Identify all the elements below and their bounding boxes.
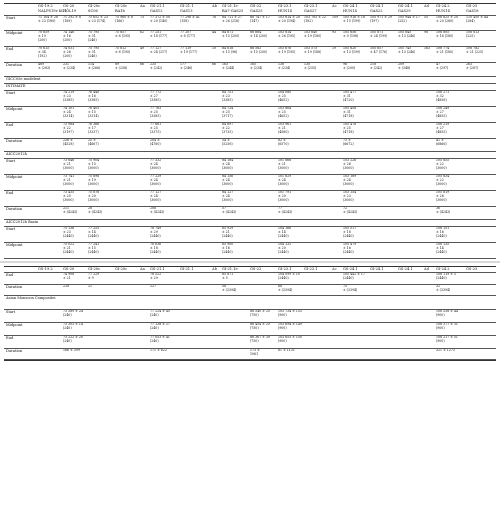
table-cell: 105 478 ± 25 (4718): [343, 123, 357, 134]
column-header: GI-24.1: [370, 267, 384, 271]
table-cell: 77 763 ± 25 (3385): [150, 107, 162, 118]
table-cell: 77 ± (4243): [278, 207, 293, 214]
table-cell: 88 540 ± 25 (750): [250, 310, 270, 317]
row-label: End: [6, 336, 14, 340]
table-cell: 73 984 ± 22 (3197): [63, 123, 75, 134]
table-cell: 66: [140, 63, 145, 66]
table-cell: 74 219 ± 23 (3385): [63, 91, 75, 102]
table-cell: 110 450 ± 44 (284): [466, 16, 488, 23]
column-header: Δd: [424, 267, 429, 271]
table-cell: 88 367 ± 39 (750): [250, 336, 270, 343]
table-cell: 77 224 ± 45 (240): [150, 310, 170, 317]
table-cell: 108 805 ± 16 (180): [436, 31, 454, 38]
table-row: [4, 31, 496, 46]
table-cell: 49: [140, 47, 145, 50]
row-label: End: [6, 47, 14, 51]
table-cell: 105 477 ± 31 (4720): [343, 91, 357, 102]
table-cell: 62: [140, 31, 145, 34]
row-label: End: [6, 191, 14, 195]
column-header: Δc: [332, 267, 337, 271]
section-label: INTIMATE: [6, 84, 26, 88]
table-cell: 108 119 ± 5 (2440): [436, 273, 456, 280]
column-header: HÖL19: [63, 9, 77, 13]
table-cell: 93: [332, 31, 337, 34]
column-header: GI-21.1: [180, 4, 194, 8]
table-cell: 55: [424, 16, 429, 19]
table-cell: 114 ± (266): [88, 63, 101, 70]
table-cell: 70 659 ± 19 (200): [38, 31, 50, 42]
table-row: [4, 285, 496, 295]
row-label: Start: [6, 227, 16, 231]
table-cell: 103 814 ± 20 ± 20 (194): [278, 16, 300, 23]
column-header: GI-21.1: [180, 267, 194, 271]
column-header: HUN14: [278, 9, 292, 13]
table-cell: 103 705 ± 22 (182): [304, 16, 326, 23]
table-cell: 108 813 (225): [466, 31, 480, 38]
column-header: GS-22: [250, 4, 262, 8]
table-cell: 231 ± (234): [63, 63, 76, 70]
table-cell: 75 857 ± 6 (195): [115, 31, 131, 38]
table-cell: 105 871 ± 24 (199): [370, 31, 388, 38]
table-cell: 75 960 ± 8 (166): [115, 16, 133, 23]
table-cell: 108 538 ± 44 (900): [436, 310, 458, 317]
table-cell: 77 119 ± 19 (177): [180, 47, 198, 54]
table-cell: 108 825 ± 20 ± 20 (280): [436, 16, 458, 23]
table-cell: 77 207 ± 8 (177): [180, 31, 196, 38]
column-header: GAS18: [466, 9, 479, 13]
column-header: NALPS19e KC1: [38, 9, 67, 13]
column-header: GI-24.2: [436, 267, 450, 271]
table-cell: 108 151 ± 16 (2440): [436, 227, 450, 238]
table-cell: 28 ± (4243): [88, 207, 103, 214]
table-cell: 77 253 ± 14 (2440): [88, 227, 100, 238]
section-label: Asian Monsoon Compositei: [6, 296, 56, 300]
table-cell: 76: [212, 16, 217, 19]
table-cell: 236 ± (4528): [63, 139, 74, 146]
section-label: AICC2012h Bazin: [6, 220, 39, 224]
table-row: [4, 63, 496, 76]
column-header: GS-25: [466, 4, 478, 8]
table-cell: 66: [212, 63, 217, 66]
table-cell: 105 834 ± 22 (3000): [436, 175, 450, 186]
column-header: GI-23.1: [278, 4, 292, 8]
table-cell: 76 366 ± 17 (3337): [88, 123, 100, 134]
table-cell: 177 ± (246): [180, 63, 193, 70]
table-cell: 84 127 ± 24 (3000): [222, 191, 234, 202]
table-cell: 105 820 ± 13 (199): [343, 47, 361, 54]
table-cell: 77 296 ± 41 (158): [180, 16, 200, 23]
table-cell: 103 676 ± 19 (195): [278, 47, 296, 54]
table-cell: 104 099 ± 10 (2440): [278, 273, 300, 280]
row-label: Duration: [6, 207, 23, 211]
table-cell: 321 ± 1273: [436, 349, 455, 352]
table-cell: 96 ± (200): [343, 63, 356, 70]
table-cell: 78 749 ± 29 (2440): [150, 227, 162, 238]
table-cell: 36 ± (4243): [436, 207, 451, 214]
table-rule: [4, 258, 496, 259]
column-header: GS-24.1: [398, 4, 413, 8]
table-cell: 104 166 ± 14 (2440): [278, 227, 292, 238]
table-cell: 103 814 ± 26 (195): [278, 31, 296, 38]
table-cell: 84 156 ± 24 (3000): [222, 175, 234, 186]
table-cell: 103 575 ± 19 (188): [304, 47, 322, 54]
table-cell: 103 961 ± 21 (4580): [278, 123, 292, 134]
table-cell: 85 900 ± 16 (2440): [222, 243, 234, 254]
table-cell: 74 908 ± 21: [63, 273, 75, 280]
column-header: GAS22: [370, 9, 383, 13]
table-cell: 75 876 ± 20 (3000): [88, 191, 100, 202]
table-cell: 73 435 ± 20 (3000): [63, 191, 75, 202]
table-cell: 76 403 ± 15 (3314): [88, 107, 100, 118]
table-cell: 108 249 ± 27 (4855): [436, 107, 450, 118]
table-cell: 82 ± (6570): [278, 139, 289, 146]
table-cell: 78 522 ± 29: [150, 273, 162, 280]
table-cell: 77 229 ± 24 (3000): [150, 175, 162, 186]
table-cell: 108 217 ± 51 (900): [436, 336, 458, 343]
table-cell: 204 ± (4780): [150, 139, 161, 146]
table-row: [4, 107, 496, 122]
table-cell: 84 711 ± 27 ± 26 (216): [222, 16, 242, 23]
row-label: Midpoint: [6, 107, 23, 111]
table-cell: 41 ± (6866): [436, 139, 447, 146]
table-row: [4, 159, 496, 174]
column-header: GAS29: [398, 9, 411, 13]
row-label: Duration: [6, 349, 23, 353]
table-row: [4, 336, 496, 348]
column-header: Δc: [332, 4, 337, 8]
column-header: GS-20: [63, 4, 75, 8]
table-cell: 105 479 ± 16 (2440): [343, 243, 357, 254]
table-cell: 84 184 ± 24 (3000): [222, 159, 234, 170]
column-header: GI-20c: [88, 4, 101, 8]
table-cell: 104 132 ± 20 (2440): [278, 243, 292, 254]
table-cell: 77 661 ± 25 (3375): [150, 123, 162, 134]
row-label: Start: [6, 159, 16, 163]
table-cell: 235 ± (242): [150, 63, 163, 70]
column-header: GI-20c: [115, 267, 128, 271]
table-rule: [4, 360, 496, 361]
table-cell: 75 022 ± 21 (2440): [63, 243, 75, 254]
column-header: GS-20: [63, 267, 75, 271]
column-header: HUN14: [436, 9, 450, 13]
table-cell: 75 812 ± 6 (195): [115, 47, 131, 54]
table-cell: 101 791 ± 20 (3000): [278, 191, 292, 202]
table-cell: 85 929 ± 21 (2440): [222, 227, 234, 238]
table-cell: 84 724 ± 25 (3717): [222, 107, 234, 118]
table-cell: 163 ± (244): [222, 63, 235, 70]
column-header: GS-25: [466, 267, 478, 271]
column-header: GAS27: [304, 9, 317, 13]
table-cell: 54 ± (5256): [222, 139, 233, 146]
table-cell: 75 795 ± 31 (246): [88, 31, 100, 42]
table-cell: 105 442 ± 17 (2440): [343, 273, 365, 280]
column-header: GS-24.1: [343, 4, 358, 8]
column-header: GI-23.1: [278, 267, 292, 271]
table-cell: 77 127 ± 24 (3000): [150, 191, 162, 202]
table-cell: 25 ± (4667): [88, 139, 99, 146]
table-cell: 489 ± (283): [38, 63, 51, 70]
table-row: [4, 191, 496, 206]
table-cell: 227: [150, 285, 157, 288]
column-header: GI-23.1: [304, 267, 318, 271]
column-header: GS-24.1: [343, 267, 358, 271]
column-header: GS-19.2: [38, 4, 53, 8]
table-cell: 19: [332, 47, 337, 50]
table-row: [4, 175, 496, 190]
table-row: [4, 91, 496, 106]
table-cell: 89 ± (258): [115, 63, 128, 70]
table-row: [4, 207, 496, 219]
table-cell: 108 271 ± 32 (4856): [436, 91, 450, 102]
table-cell: 73 646 ± 21 (3000): [63, 159, 75, 170]
table-cell: 105 819 ± 26 (3000): [436, 191, 450, 202]
table-cell: 84 751 ± 23 (3385): [222, 91, 234, 102]
table-cell: 57 ± (4243): [222, 207, 237, 214]
table-cell: 73 741 ± 21 (3000): [63, 175, 75, 186]
table-cell: 173 ± 1061: [250, 349, 260, 356]
table-cell: 209 ± (348): [398, 63, 411, 70]
table-cell: 73 303 ± 14 (240): [63, 323, 83, 330]
table-cell: 228: [63, 285, 70, 288]
table-cell: 165 ± (234): [250, 63, 263, 70]
table-cell: 73 ± (6672): [343, 139, 354, 146]
table-cell: 130 ± (255): [304, 63, 317, 70]
table-cell: 108 774 ± 21 (180): [436, 47, 454, 54]
table-cell: 77 127 ± 24 (217): [150, 47, 168, 54]
column-header: Δb: [212, 4, 217, 8]
table-row: [4, 16, 496, 30]
table-row: [4, 227, 496, 242]
table-cell: 77 241 ± 15 (2440): [88, 243, 100, 254]
table-cell: 103 734 ± 153 (900): [278, 310, 302, 317]
column-header: GS-21.1: [150, 4, 165, 8]
table-row: [4, 123, 496, 138]
table-cell: 76 440 ± 16 (3385): [88, 91, 100, 102]
table-cell: 32 ± (3394): [436, 285, 451, 292]
column-header: GI-20c: [115, 4, 128, 8]
table-cell: 109: [332, 16, 339, 19]
column-header: Δa: [140, 267, 145, 271]
table-cell: 163: [424, 47, 431, 50]
table-cell: 105 745 ± 13 (246): [398, 47, 416, 54]
table-cell: 218 ± (242): [370, 63, 383, 70]
table-cell: 206 ± (4243): [150, 207, 165, 214]
table-cell: 71 104 ± 28 ± 23 (180): [38, 16, 58, 23]
column-header: SC06: [88, 9, 98, 13]
table-row: [4, 139, 496, 151]
column-header: GS-19.2: [38, 267, 53, 271]
table-row: [4, 310, 496, 322]
column-header: GS-24.1: [398, 267, 413, 271]
column-header: GI-21.1e: [222, 267, 238, 271]
table-cell: 47 ± (297): [436, 63, 449, 70]
column-header: GI-21.1e: [222, 4, 238, 8]
column-header: GI-23.1: [304, 4, 318, 8]
table-cell: 103 864 ± 25 (4652): [278, 107, 292, 118]
table-cell: 77 332 ± 24 (3000): [150, 159, 162, 170]
row-label: End: [6, 123, 14, 127]
column-header: GAS12: [150, 9, 163, 13]
table-cell: 81 ± 1131: [278, 349, 295, 352]
table-cell: 105 657 ± 47 (176): [370, 47, 388, 54]
table-cell: 166 ± 399: [63, 349, 80, 352]
table-cell: 84 671 ± 15 (200): [222, 31, 240, 38]
table-cell: 75 136 ± 23 (2440): [63, 227, 75, 238]
row-label: Start: [6, 91, 16, 95]
table-cell: 75 904 ± 15 (3000): [88, 159, 100, 170]
table-cell: 103 653 ± 150 (900): [278, 336, 302, 343]
column-header: GS-21.1: [150, 267, 165, 271]
column-header: GAS25: [250, 9, 263, 13]
table-cell: 58 ± (3394): [222, 285, 237, 292]
row-label: Midpoint: [6, 243, 23, 247]
table-cell: 108 219 ± 27 (4855): [436, 123, 450, 134]
table-cell: 103 640 ± 19 (180): [304, 31, 322, 38]
table-cell: 103 694 ± 149 (900): [278, 323, 302, 330]
row-label: Duration: [6, 63, 23, 67]
table-cell: 105 944 ± 17 (252): [398, 16, 420, 23]
table-cell: 72 ± (4243): [343, 207, 358, 214]
header-row: [4, 9, 496, 14]
table-cell: 77 229 ± 9: [88, 273, 100, 280]
column-header: Δa: [140, 4, 145, 8]
row-label: Start: [6, 16, 16, 20]
table-cell: 68 ± (3394): [278, 285, 293, 292]
table-cell: 73 389 ± 24 (240): [63, 310, 83, 317]
table-cell: 88 664 ± 14 (200): [250, 31, 268, 38]
column-header: GI-24.1: [370, 4, 384, 8]
table-cell: 73 222 ± 20 (240): [63, 336, 83, 343]
column-header: Δb: [212, 267, 217, 271]
table-row: [4, 273, 496, 284]
table-cell: 101 829 ± 24 (3000): [278, 175, 292, 186]
table-row: [4, 349, 496, 359]
table-cell: 75 ± (3394): [343, 285, 358, 292]
table-cell: 84 697 ± 22 (3735): [222, 123, 234, 134]
row-label: Duration: [6, 139, 23, 143]
column-header: BA7-GAS25: [222, 9, 244, 13]
column-header: BA1b: [115, 9, 125, 13]
table-cell: 73: [140, 16, 145, 19]
section-label: AICC2012h: [6, 152, 27, 156]
column-header: HUN14: [343, 9, 357, 13]
table-cell: 74 101 ± 24 (3314): [63, 107, 75, 118]
table-cell: 71 292 ± 8 (189): [63, 16, 81, 23]
column-header: GI-20c: [88, 267, 101, 271]
table-cell: 263 ± (287): [466, 63, 479, 70]
table-cell: 108 135 ± 14 (2440): [436, 243, 450, 254]
table-cell: 77 053 ± 41 (240): [150, 336, 170, 343]
column-header: GS-22: [250, 267, 262, 271]
section-title: [4, 296, 496, 302]
table-cell: 74 031 ± 26 (200): [63, 47, 75, 58]
table-cell: 103 226 ± 26 (3000): [343, 159, 357, 170]
table-cell: 98: [424, 31, 429, 34]
table-cell: 85 871 ± 5: [222, 273, 234, 280]
table-cell: 211 ± (4243): [63, 207, 78, 214]
page-divider: [0, 261, 500, 263]
table-cell: 171 ± 622: [150, 349, 167, 352]
table-cell: 105 845 ± 13 (246): [398, 31, 416, 38]
table-cell: 138 ± (234): [278, 63, 291, 70]
table-cell: 105 856 ± 9 (198): [343, 31, 359, 38]
table-cell: 104 080 ± 25 (4652): [278, 91, 292, 102]
column-header: GAS13: [180, 9, 193, 13]
table-cell: 105 517 ± 18 (2440): [343, 227, 357, 238]
row-label: Duration: [6, 285, 23, 289]
table-cell: 88 454 ± 25 (750): [250, 323, 270, 330]
table-cell: 77 138 ± 27 (240): [150, 323, 170, 330]
table-cell: 105 971 ± 29 (197): [370, 16, 392, 23]
table-cell: 75 652 ± 23 ± 23 (174): [88, 16, 108, 23]
table-cell: 103 189 ± 24 (3000): [343, 175, 357, 186]
table-cell: 88 582 ± 15 (200): [250, 47, 268, 54]
section-label: GICC05e modelext: [6, 77, 41, 81]
row-label: Midpoint: [6, 175, 23, 179]
table-cell: 21: [88, 285, 93, 288]
table-cell: 75 896 ± 19 (3000): [88, 175, 100, 186]
table-cell: 74 146 ± 16 (200): [63, 31, 75, 42]
table-row: [4, 243, 496, 258]
table-cell: 108 377 ± 31 (900): [436, 323, 458, 330]
table-cell: 10: [212, 47, 217, 50]
table-cell: 105 458 ± 31 (4718): [343, 107, 357, 118]
table-cell: 108 782 ± 21 (225): [466, 47, 484, 54]
table-cell: 88 747 ± 17 (147): [250, 16, 270, 23]
row-label: Midpoint: [6, 31, 23, 35]
row-label: End: [6, 273, 14, 277]
table-row: [4, 323, 496, 335]
row-label: Start: [6, 310, 16, 314]
table-cell: 84 618 ± 15 (96): [222, 47, 238, 54]
table-cell: 105 916 ± 18 ± 15 (199): [343, 16, 365, 23]
table-cell: 103 154 ± 23 (3000): [343, 191, 357, 202]
table-cell: 44: [212, 31, 217, 34]
table-cell: 77 251 ± 18 (177): [150, 31, 168, 38]
table-cell: 75 795 ± 31 (246): [88, 47, 100, 58]
table-row: [4, 47, 496, 62]
row-label: Midpoint: [6, 323, 23, 327]
table-cell: 78 636 ± 18 (2440): [150, 243, 162, 254]
table-cell: 77 772 ± 27 (3385): [150, 91, 162, 102]
column-header: Δd: [424, 4, 429, 8]
table-cell: 101 868 ± 21 (3000): [278, 159, 292, 170]
table-cell: 105 855 ± 22 (3000): [436, 159, 450, 170]
table-cell: 70 615 ± 34 (192): [38, 47, 50, 58]
column-header: GI-24.2: [436, 4, 450, 8]
table-cell: 77 372 ± 50 ± 20 (140): [150, 16, 170, 23]
